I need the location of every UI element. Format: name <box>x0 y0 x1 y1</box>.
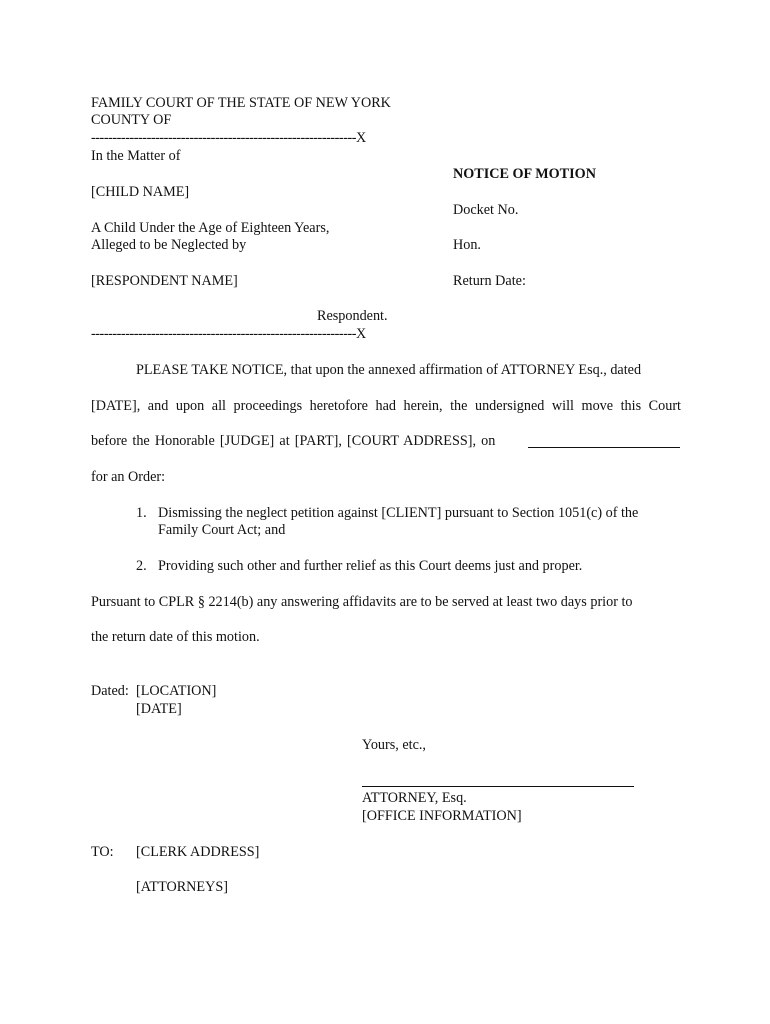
caption-divider-top: --------------------------------------------------------------X <box>91 130 366 146</box>
document-title: NOTICE OF MOTION <box>453 166 596 182</box>
caption-divider-bottom: --------------------------------------------------------------X <box>91 326 366 342</box>
dated-location: [LOCATION] <box>136 683 217 699</box>
docket-number-label: Docket No. <box>453 202 519 218</box>
return-date-label: Return Date: <box>453 273 526 289</box>
relief-item-1-number: 1. <box>136 505 147 521</box>
respondent-label: Respondent. <box>317 308 388 324</box>
matter-of-label: In the Matter of <box>91 148 181 164</box>
child-name: [CHILD NAME] <box>91 184 190 200</box>
cplr-paragraph-line-1: Pursuant to CPLR § 2214(b) any answering affidavits are to be served at least two days prior to <box>91 594 633 610</box>
notice-paragraph-line-3: before the Honorable [JUDGE] at [PART], [COURT ADDRESS], on <box>91 433 496 449</box>
hearing-date-blank <box>528 447 680 448</box>
county-heading: COUNTY OF <box>91 112 172 128</box>
judge-label: Hon. <box>453 237 481 253</box>
closing-salutation: Yours, etc., <box>362 737 426 753</box>
cplr-paragraph-line-2: the return date of this motion. <box>91 629 260 645</box>
dated-date: [DATE] <box>136 701 182 717</box>
notice-paragraph-line-1: PLEASE TAKE NOTICE, that upon the annexed affirmation of ATTORNEY Esq., dated <box>136 362 642 378</box>
child-description-line-1: A Child Under the Age of Eighteen Years, <box>91 220 330 236</box>
clerk-address: [CLERK ADDRESS] <box>136 844 260 860</box>
notice-paragraph-line-2: [DATE], and upon all proceedings heretofore had herein, the undersigned will move this Court <box>91 398 681 414</box>
relief-item-2-line-1: Providing such other and further relief as this Court deems just and proper. <box>158 558 583 574</box>
attorney-name: ATTORNEY, Esq. <box>362 790 467 806</box>
to-label: TO: <box>91 844 114 860</box>
child-description-line-2: Alleged to be Neglected by <box>91 237 247 253</box>
relief-item-2-number: 2. <box>136 558 147 574</box>
relief-item-1-line-2: Family Court Act; and <box>158 522 286 538</box>
dated-label: Dated: <box>91 683 129 699</box>
relief-item-1-line-1: Dismissing the neglect petition against [CLIENT] pursuant to Section 1051(c) of the <box>158 505 639 521</box>
court-heading: FAMILY COURT OF THE STATE OF NEW YORK <box>91 95 391 111</box>
office-information: [OFFICE INFORMATION] <box>362 808 522 824</box>
respondent-name: [RESPONDENT NAME] <box>91 273 238 289</box>
attorneys-recipients: [ATTORNEYS] <box>136 879 228 895</box>
for-an-order-label: for an Order: <box>91 469 166 485</box>
signature-line <box>362 786 634 787</box>
